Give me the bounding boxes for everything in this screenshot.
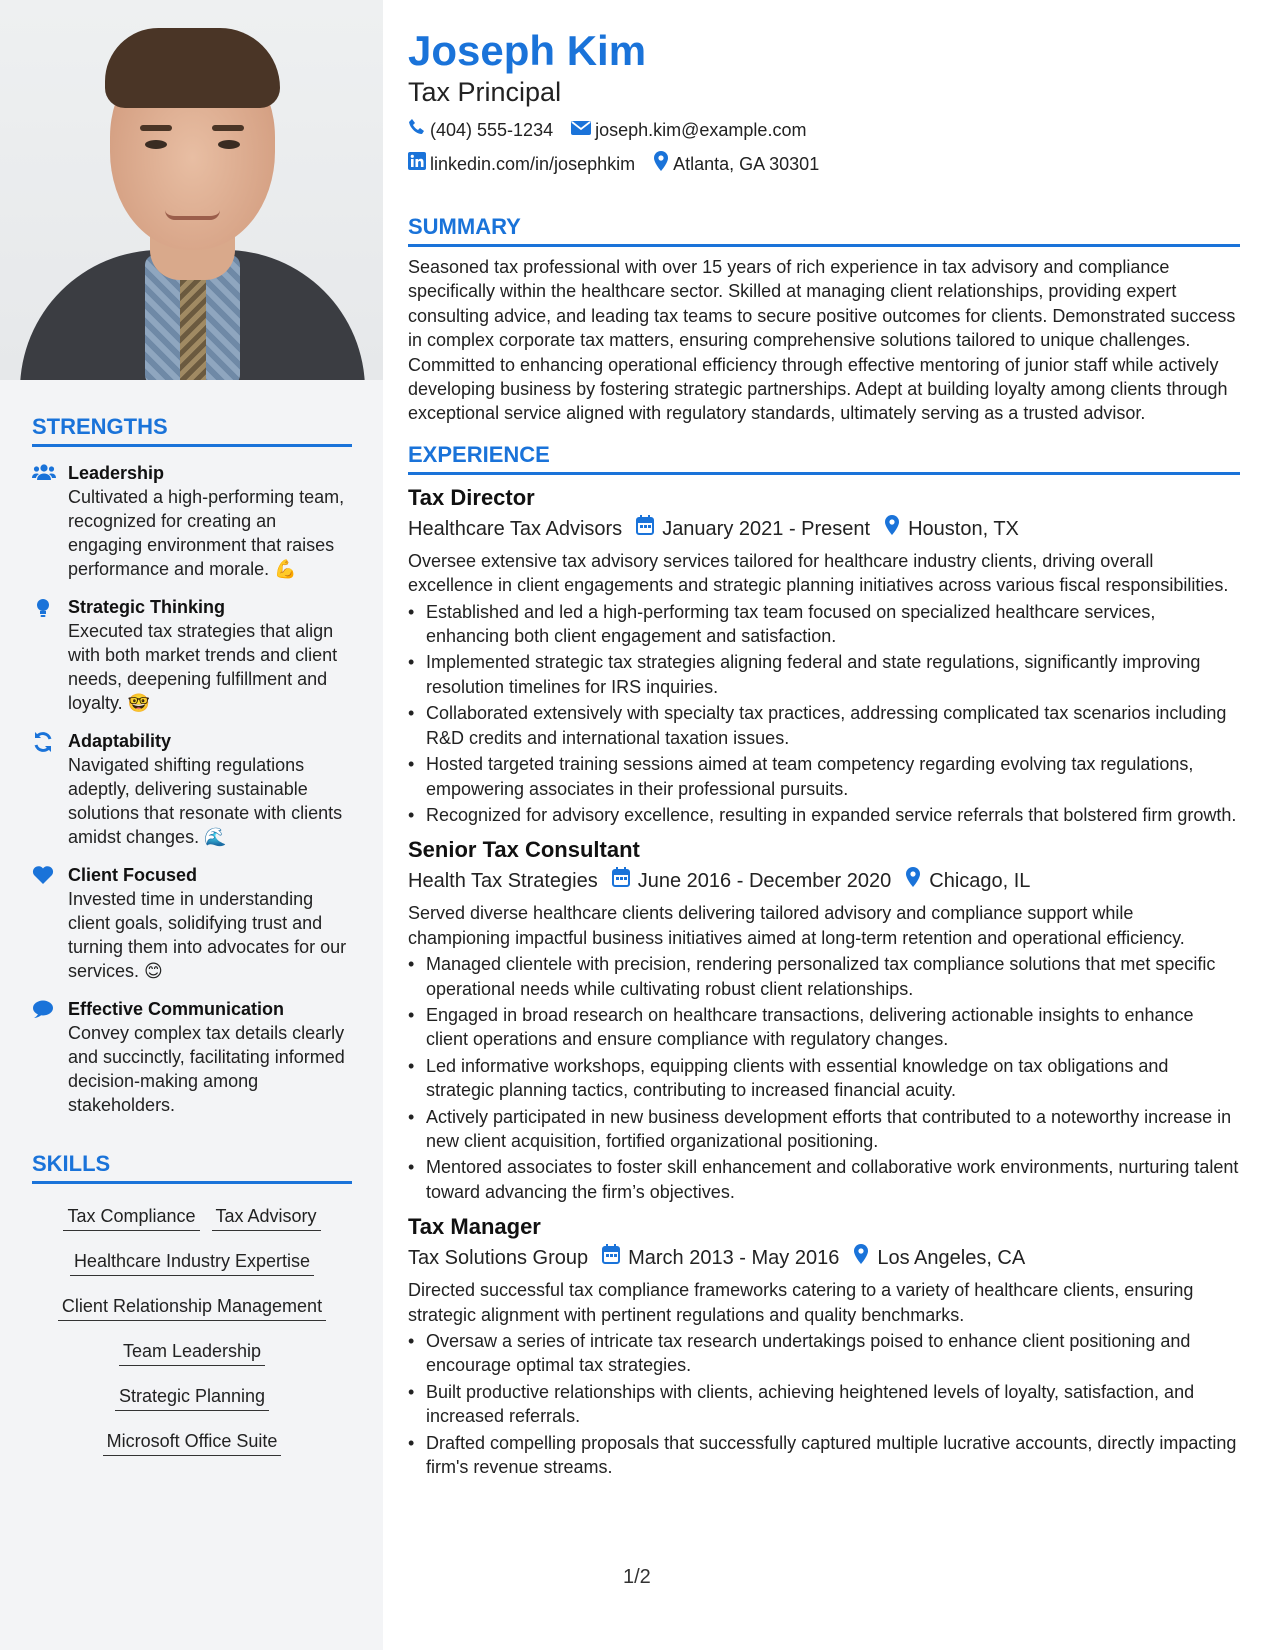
main-content	[408, 0, 1240, 1481]
bullet-item: • Implemented strategic tax strategies aligning federal and state regulations, significantly improving resolution timelines for IRS inquiries.	[408, 650, 1240, 699]
skill-tag: Healthcare Industry Expertise	[70, 1247, 314, 1276]
strength-title: Effective Communication	[68, 999, 285, 1019]
strength-title: Leadership	[68, 463, 165, 483]
bullet-item: • Drafted compelling proposals that successfully captured multiple lucrative accounts, directly impacting firm's revenue streams.	[408, 1431, 1240, 1480]
map-pin-icon	[884, 515, 908, 543]
summary-heading: SUMMARY	[408, 214, 1240, 247]
bullet-item: • Oversaw a series of intricate tax research undertakings poised to enhance client positioning and encourage optimal tax strategies.	[408, 1329, 1240, 1378]
strength-desc: Convey complex tax details clearly and succinctly, facilitating informed decision-making among stakeholders.	[68, 1023, 345, 1115]
job-bullets	[408, 952, 1240, 1204]
bullet-item: • Established and led a high-performing tax team focused on specialized healthcare services, enhancing both client engagement and satisfaction.	[408, 600, 1240, 649]
users-icon	[32, 461, 68, 581]
candidate-title: Tax Principal	[408, 77, 562, 107]
phone-contact[interactable]	[408, 118, 553, 141]
skill-tag: Client Relationship Management	[58, 1292, 326, 1321]
job-description: Served diverse healthcare clients delivering tailored advisory and compliance support while championing impactful business initiatives aimed at long-term retention and operational efficiency.	[408, 903, 1185, 948]
job-title: Tax Manager	[408, 1214, 541, 1240]
company-text: Health Tax Strategies	[408, 870, 598, 893]
contact-row	[408, 118, 1240, 141]
strength-desc: Executed tax strategies that align with both market trends and client needs, deepening fulfillment and loyalty. 🤓	[68, 621, 338, 713]
candidate-name: Joseph Kim	[408, 27, 647, 74]
skill-tag: Microsoft Office Suite	[103, 1427, 282, 1456]
job-location: Houston, TX	[908, 517, 1019, 540]
strength-title: Client Focused	[68, 865, 198, 885]
job-location: Chicago, IL	[929, 870, 1031, 893]
strength-item	[32, 595, 351, 715]
job-title: Senior Tax Consultant	[408, 837, 640, 863]
company-text: Healthcare Tax Advisors	[408, 517, 623, 540]
lightbulb-icon	[32, 595, 68, 715]
sidebar	[0, 0, 383, 1650]
strengths-heading: STRENGTHS	[32, 414, 352, 447]
linkedin-contact[interactable]	[408, 152, 635, 175]
job-meta	[408, 867, 1240, 895]
chat-icon	[32, 997, 68, 1117]
skills-heading: SKILLS	[32, 1151, 352, 1184]
job-description: Directed successful tax compliance frameworks catering to a variety of healthcare clients, ensuring strategic alignment with pertinent regulations and quality benchmarks.	[408, 1280, 1194, 1325]
strength-desc: Cultivated a high-performing team, recognized for creating an engaging environment that raises performance and morale. 💪	[68, 487, 345, 579]
strength-title: Adaptability	[68, 731, 172, 751]
job-description: Oversee extensive tax advisory services tailored for healthcare industry clients, driving overall excellence in client engagements and strategic planning initiatives across various fiscal responsibilities.	[408, 550, 1229, 596]
experience-heading: EXPERIENCE	[408, 442, 1240, 475]
skill-tag: Tax Advisory	[212, 1202, 321, 1231]
map-pin-icon	[653, 151, 673, 176]
strength-item	[32, 863, 351, 983]
summary-text: Seasoned tax professional with over 15 years of rich experience in tax advisory and compliance specifically within the healthcare sector. Skilled at managing client relationships, providing expert consulting advice, and leading tax teams to secure positive outcomes for clients. Demonstrated success in complex corporate tax matters, ensuring comprehensive solutions tailored to unique challenges. Committed to enhancing operational efficiency through effective mentoring of junior staff while actively developing business by fostering strategic partnerships. Adept at building loyalty among clients through exceptional service aligned with regulatory standards, ultimately serving as a trusted advisor.	[408, 257, 1236, 424]
strength-desc: Navigated shifting regulations adeptly, delivering sustainable solutions that resonate with clients amidst changes. 🌊	[68, 755, 343, 847]
profile-photo	[0, 0, 383, 380]
map-pin-icon	[853, 1244, 877, 1272]
calendar-icon	[636, 515, 662, 543]
strength-item	[32, 729, 351, 849]
calendar-icon	[612, 867, 638, 895]
company-text: Tax Solutions Group	[408, 1247, 589, 1270]
location-text: Atlanta, GA 30301	[673, 153, 820, 174]
job-entry	[408, 1212, 1240, 1479]
bullet-item: • Recognized for advisory excellence, resulting in expanded service referrals that bolstered firm growth.	[408, 803, 1240, 827]
strength-desc: Invested time in understanding client goals, solidifying trust and turning them into advocates for our services. 😊	[68, 889, 347, 981]
job-entry	[408, 835, 1240, 1204]
envelope-icon	[571, 119, 595, 141]
email-contact[interactable]	[571, 119, 806, 141]
bullet-item: • Hosted targeted training sessions aimed at team competency regarding evolving tax regulations, empowering associates in their professional pursuits.	[408, 752, 1240, 801]
heart-icon	[32, 863, 68, 983]
strength-item	[32, 461, 351, 581]
refresh-icon	[32, 729, 68, 849]
bullet-item: • Collaborated extensively with specialty tax practices, addressing complicated tax scenarios including R&D credits and international taxation issues.	[408, 701, 1240, 750]
linkedin-icon	[408, 152, 430, 175]
job-dates: June 2016 - December 2020	[637, 870, 892, 893]
email-text: joseph.kim@example.com	[595, 119, 807, 140]
job-meta	[408, 1244, 1240, 1272]
location-contact	[653, 151, 819, 176]
skills-list	[32, 1196, 352, 1466]
phone-text: (404) 555-1234	[430, 119, 554, 140]
job-title: Tax Director	[408, 484, 535, 510]
job-bullets	[408, 1329, 1240, 1479]
job-entry	[408, 483, 1240, 827]
phone-icon	[408, 118, 430, 141]
calendar-icon	[602, 1244, 628, 1272]
bullet-item: • Actively participated in new business development efforts that contributed to a noteworthy increase in new client acquisition, fortified organizational positioning.	[408, 1105, 1240, 1154]
skill-tag: Tax Compliance	[63, 1202, 199, 1231]
bullet-item: • Led informative workshops, equipping clients with essential knowledge on tax obligations and strategic planning tactics, contributing to increased financial acuity.	[408, 1054, 1240, 1103]
skill-tag: Strategic Planning	[115, 1382, 269, 1411]
bullet-item: • Mentored associates to foster skill enhancement and collaborative work environments, nurturing talent toward advancing the firm’s objectives.	[408, 1155, 1240, 1204]
contact-row-2	[408, 151, 1240, 176]
job-meta	[408, 515, 1240, 543]
job-dates: March 2013 - May 2016	[628, 1247, 840, 1270]
map-pin-icon	[905, 867, 929, 895]
strength-item	[32, 997, 351, 1117]
job-dates: January 2021 - Present	[662, 517, 871, 540]
job-location: Los Angeles, CA	[877, 1247, 1026, 1270]
bullet-item: • Managed clientele with precision, rendering personalized tax compliance solutions that met specific operational needs while cultivating robust client relationships.	[408, 952, 1240, 1001]
page-number: 1/2	[623, 1566, 651, 1588]
job-bullets	[408, 600, 1240, 828]
bullet-item: • Engaged in broad research on healthcare transactions, delivering actionable insights to enhance client operations and ensure compliance with regulatory changes.	[408, 1003, 1240, 1052]
strength-title: Strategic Thinking	[68, 597, 226, 617]
linkedin-text: linkedin.com/in/josephkim	[430, 153, 636, 174]
skill-tag: Team Leadership	[119, 1337, 265, 1366]
bullet-item: • Built productive relationships with clients, achieving heightened levels of loyalty, satisfaction, and increased referrals.	[408, 1380, 1240, 1429]
